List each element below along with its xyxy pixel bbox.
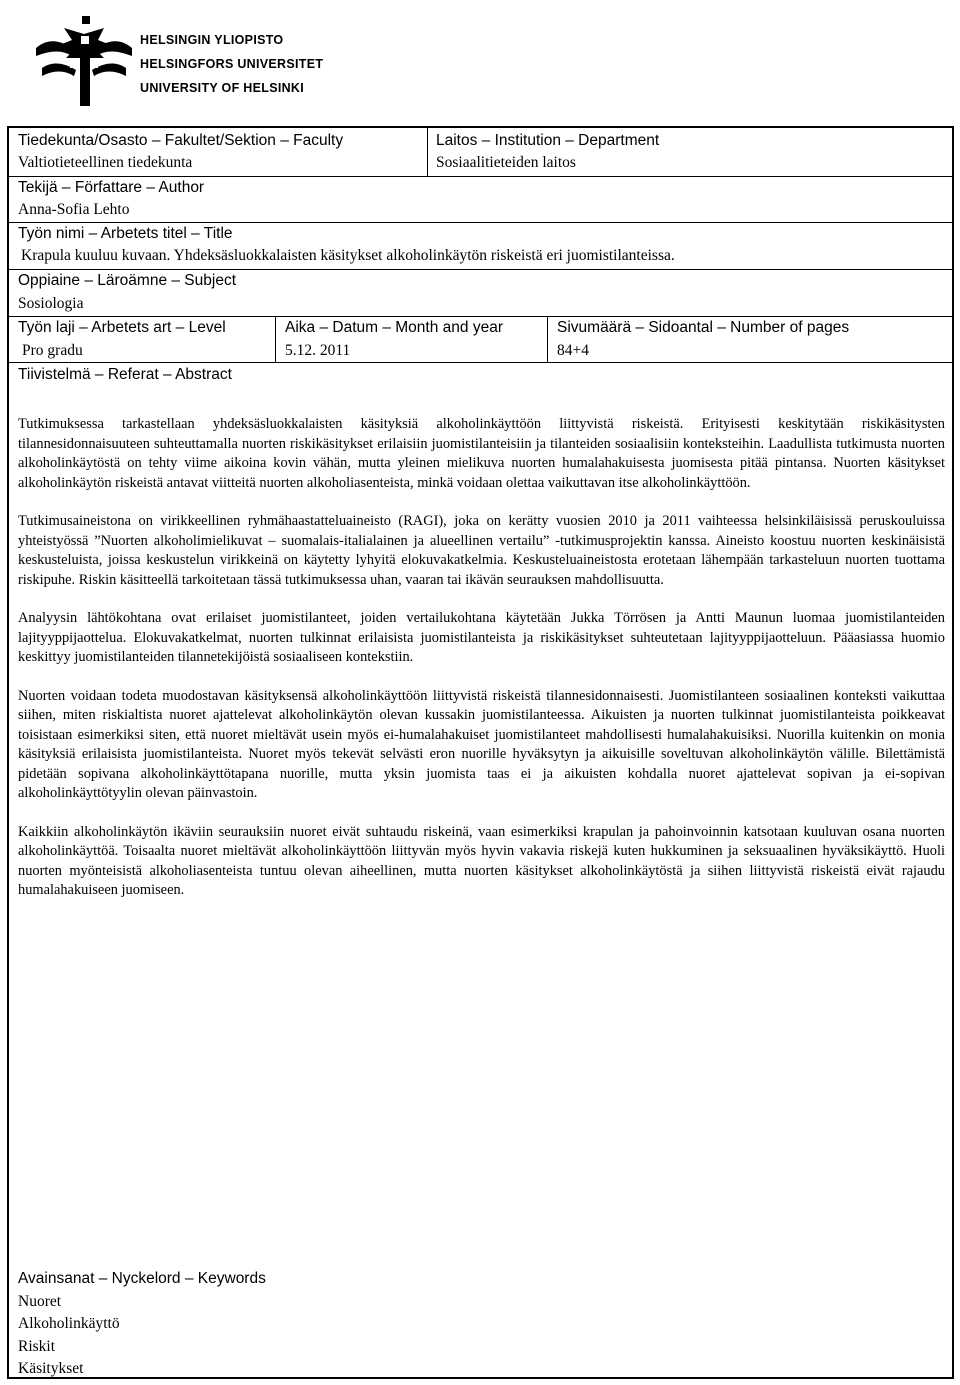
level-label: Työn laji – Arbetets art – Level bbox=[18, 319, 226, 336]
university-name-en: UNIVERSITY OF HELSINKI bbox=[140, 81, 305, 95]
department-label: Laitos – Institution – Department bbox=[436, 132, 660, 149]
author-row bbox=[9, 177, 952, 223]
university-logo bbox=[34, 14, 334, 114]
keyword-item: Riskit bbox=[18, 1337, 56, 1355]
keyword-item: Käsitykset bbox=[18, 1360, 84, 1377]
author-label: Tekijä – Författare – Author bbox=[18, 179, 205, 196]
subject-row bbox=[9, 270, 952, 317]
abstract-paragraph: Nuorten voidaan todeta muodostavan käsityksensä alkoholinkäyttöön liittyvistä riskeistä tilannesidonnaisesti. Juomistilanteen sosiaalinen konteksti vaikuttaa siihen, miten riskialtista nuoret ajattelevat alkoholinkäytön olevan kussakin juomistilanteessa. Aikuisten ja nuorten tulkinnat juomistilanteista poikkeavat toisistaan esimerkiksi siten, että nuoret mieltävät usein myös ei-humalahakuiset juomistilanteet mahdollisesti humalahakuisiksi. Nuorilla kuitenkin on monia käsityksiä erilaisista juomistilanteista. Nuoret myös tekevät selvästi eron nuorille hyväksytyn ja aikuisille soveltuvan alkoholinkäytön välille. Bilettämistä pidetään sopivana alkoholinkäyttötapana nuorille, mutta yksin juomista taas ei ja aikuisten kohdalla nuoret ajattelevat sopivan ja ei-sopivan alkoholinkäyttötyylin olevan päinvastoin. bbox=[18, 687, 945, 801]
keywords-label: Avainsanat – Nyckelord – Keywords bbox=[18, 1270, 266, 1287]
abstract-paragraph: Tutkimusaineistona on virikkeellinen ryhmähaastatteluaineisto (RAGI), joka on kerätty vuosien 2010 ja 2011 vaihteessa helsinkiläisissä peruskouluissa yhteistyössä ”Nuorten alkoholimielikuvat – suomalais-italialainen ja alueellinen vertailu” -tutkimusprojektin kanssa. Aineisto koostuu nuorten keskinäisistä keskusteluista, joissa keskustelun virikkeinä on käytetty lyhyitä elokuvakatkelmia. Keskusteluaineistosta erotetaan lähempään tarkasteluun nuorten tuottama riskipuhe. Riskin käsitteellä tarkoitetaan tässä tutkimuksessa uhan, vaaran tai ikävän seurauksen mahdollisuutta. bbox=[18, 513, 945, 588]
abstract-label: Tiivistelmä – Referat – Abstract bbox=[18, 366, 232, 383]
thesis-abstract-form bbox=[7, 126, 954, 1379]
level-date-pages-row bbox=[9, 317, 952, 363]
university-name-fi: HELSINGIN YLIOPISTO bbox=[140, 33, 284, 47]
university-name-sv: HELSINGFORS UNIVERSITET bbox=[140, 57, 324, 71]
helsinki-university-logo-icon bbox=[34, 14, 134, 114]
pages-label: Sivumäärä – Sidoantal – Number of pages bbox=[557, 319, 850, 336]
abstract-body bbox=[18, 415, 945, 920]
faculty-divider bbox=[427, 128, 428, 176]
pages-value: 84+4 bbox=[557, 342, 589, 359]
date-value: 5.12. 2011 bbox=[285, 342, 351, 359]
faculty-department-row bbox=[9, 128, 952, 177]
author-value: Anna-Sofia Lehto bbox=[18, 201, 130, 218]
date-divider bbox=[547, 317, 548, 362]
keywords-section bbox=[18, 1268, 266, 1381]
university-name bbox=[140, 28, 323, 100]
title-row bbox=[9, 223, 952, 270]
abstract-paragraph: Analyysin lähtökohtana ovat erilaiset juomistilanteet, joiden vertailukohtana käytetään Jukka Törrösen ja Antti Maunun luomaa juomistilanteiden lajityyppijaottelua. Elokuvakatkelmat, nuorten tulkinnat erilaisista juomistilanteista ja riskikäsitykset suhteutetaan lajityyppijaotteluun. Pääasiassa huomio keskittyy juomistilanteiden tilannetekijöistä sosiaaliseen kontekstiin. bbox=[18, 610, 945, 665]
level-divider bbox=[275, 317, 276, 362]
subject-value: Sosiologia bbox=[18, 295, 84, 312]
date-label: Aika – Datum – Month and year bbox=[285, 319, 503, 336]
faculty-label: Tiedekunta/Osasto – Fakultet/Sektion – Faculty bbox=[18, 132, 344, 149]
department-value: Sosiaalitieteiden laitos bbox=[436, 154, 576, 171]
faculty-value: Valtiotieteellinen tiedekunta bbox=[18, 154, 193, 171]
title-label: Työn nimi – Arbetets titel – Title bbox=[18, 225, 233, 242]
abstract-paragraph: Tutkimuksessa tarkastellaan yhdeksäsluokkalaisten käsityksiä alkoholinkäyttöön liittyvistä riskeistä. Erityisesti keskitytään riskikäsitysten tilannesidonnaisuuteen suhteuttamalla nuorten riskikäsitykset erilaisiin juomistilanteisiin ja tilanteiden sosiaalisiin konteksteihin. Laadullista tutkimusta nuorten alkoholinkäytöstä on tehty viime aikoina kovin vähän, mutta yleinen mielikuva nuorten humalahakuisesta juomisesta pitää pintansa. Nuorten käsitykset alkoholinkäytön riskeistä antavat viitteitä nuorten alkoholiasenteista, minkä voidaan olettaa vaikuttavan itse alkoholinkäyttöön. bbox=[18, 416, 945, 491]
keyword-item: Nuoret bbox=[18, 1292, 62, 1310]
level-value: Pro gradu bbox=[22, 342, 83, 359]
subject-label: Oppiaine – Läroämne – Subject bbox=[18, 272, 237, 289]
keyword-item: Alkoholinkäyttö bbox=[18, 1315, 120, 1332]
abstract-paragraph: Kaikkiin alkoholinkäytön ikäviin seurauksiin nuoret eivät suhtaudu riskeinä, vaan esimerkiksi krapulan ja pahoinvoinnin katsotaan kuuluvan osana nuorten alkoholinkäyttöä. Toisaalta nuoret mieltävät alkoholinkäyttöön liittyvän myös hyvin vakavia riskejä kuten hukkuminen ja seksuaalinen hyväksikäyttö. Huoli nuorten myönteisistä alkoholiasenteista tuntuu olevan aiheellinen, mutta nuorten käsitykset alkoholinkäytöstä ja siihen liittyvistä riskeistä eivät rajaudu humalahakuiseen juomiseen. bbox=[18, 823, 945, 898]
title-value: Krapula kuuluu kuvaan. Yhdeksäsluokkalaisten käsitykset alkoholinkäytön riskeistä eri juomistilanteissa. bbox=[21, 247, 675, 264]
